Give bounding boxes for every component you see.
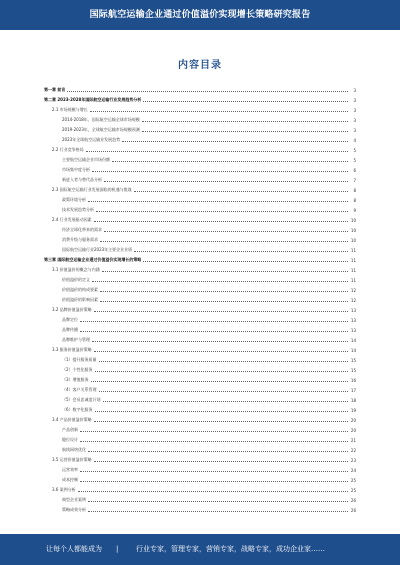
- toc-entry[interactable]: [44, 266, 356, 274]
- toc-leader-dots: [91, 381, 348, 382]
- toc-entry-page: 8: [353, 187, 356, 193]
- toc-entry[interactable]: [44, 326, 356, 334]
- toc-leader-dots: [104, 181, 348, 182]
- toc-entry-page: 8: [353, 197, 356, 203]
- toc-entry[interactable]: [44, 176, 356, 184]
- toc-entry-page: 4: [353, 137, 356, 143]
- toc-leader-dots: [100, 291, 348, 292]
- toc-leader-dots: [90, 111, 348, 112]
- toc-entry-text: 策略成效分析: [62, 507, 86, 512]
- toc-entry[interactable]: [44, 256, 356, 264]
- toc-entry-text: 第二章 2023-2028年国际航空运输行业发展趋势分析: [44, 97, 142, 102]
- toc-leader-dots: [92, 341, 348, 342]
- toc-leader-dots: [86, 151, 348, 152]
- toc-entry-text: 舱位设计: [62, 437, 78, 442]
- toc-leader-dots: [143, 101, 348, 102]
- toc-entry-page: 20: [350, 427, 356, 433]
- toc-leader-dots: [80, 431, 348, 432]
- toc-entry-text: 3.4 产品价值溢价策略: [52, 417, 92, 422]
- toc-leader-dots: [78, 491, 348, 492]
- toc-entry-page: 26: [350, 497, 356, 503]
- toc-entry-page: 22: [350, 447, 356, 453]
- toc-entry[interactable]: [44, 466, 356, 474]
- toc-leader-dots: [122, 141, 348, 142]
- toc-entry[interactable]: [44, 106, 356, 114]
- toc-entry-text: 2.3 国际航空运输行业发展面临的机遇与挑战: [52, 187, 132, 192]
- toc-entry[interactable]: [44, 246, 356, 254]
- toc-entry[interactable]: [44, 296, 356, 304]
- toc-entry[interactable]: [44, 226, 356, 234]
- toc-entry-text: 2019-2023年，全球航空运输市场规模预测: [62, 127, 140, 132]
- toc-entry-text: 技术发展趋势分析: [62, 207, 94, 212]
- toc-leader-dots: [67, 91, 348, 92]
- toc-entry-page: 14: [350, 347, 356, 353]
- toc-leader-dots: [142, 121, 348, 122]
- footer-slogan-left: 让每个人都能成为: [46, 545, 102, 553]
- toc-leader-dots: [94, 461, 348, 462]
- toc-entry-page: 12: [350, 287, 356, 293]
- toc-entry[interactable]: [44, 136, 356, 144]
- toc-leader-dots: [92, 171, 348, 172]
- toc-entry-text: 价值溢价的构成要素: [62, 287, 98, 292]
- toc-entry[interactable]: [44, 426, 356, 434]
- toc-entry-text: 消费升级与服务需求: [62, 237, 98, 242]
- toc-entry-text: 品牌定位: [62, 317, 78, 322]
- toc-leader-dots: [104, 231, 348, 232]
- toc-entry[interactable]: [44, 396, 356, 404]
- toc-leader-dots: [94, 351, 348, 352]
- toc-entry[interactable]: [44, 236, 356, 244]
- toc-entry[interactable]: [44, 316, 356, 324]
- toc-entry-page: 3: [353, 117, 356, 123]
- toc-entry[interactable]: [44, 496, 356, 504]
- toc-entry-text: 第一章 前言: [44, 87, 66, 92]
- toc-entry[interactable]: [44, 156, 356, 164]
- toc-entry-page: 17: [350, 387, 356, 393]
- toc-entry-text: 第三章 国际航空运输企业通过价值溢价实现增长的策略: [44, 257, 142, 262]
- toc-leader-dots: [88, 501, 348, 502]
- toc-leader-dots: [80, 471, 348, 472]
- toc-leader-dots: [96, 211, 348, 212]
- toc-entry[interactable]: [44, 196, 356, 204]
- toc-entry-page: 3: [353, 87, 356, 93]
- toc-leader-dots: [134, 191, 348, 192]
- toc-entry-page: 13: [350, 317, 356, 323]
- toc-entry-text: 运营效率: [62, 467, 78, 472]
- toc-entry[interactable]: [44, 96, 356, 104]
- toc-entry-text: 经济全球化带来的需求: [62, 227, 102, 232]
- toc-entry-text: 3.3 服务价值溢价策略: [52, 347, 92, 352]
- toc-entry[interactable]: [44, 166, 356, 174]
- toc-entry-page: 21: [350, 437, 356, 443]
- toc-entry-text: （5）会员忠诚度计划: [62, 397, 101, 402]
- toc-leader-dots: [88, 451, 348, 452]
- toc-entry-text: 成本控制: [62, 477, 78, 482]
- toc-entry-page: 23: [350, 457, 356, 463]
- toc-entry-text: （4）客户关系管理: [62, 387, 97, 392]
- toc-entry-page: 24: [350, 467, 356, 473]
- toc-entry[interactable]: [44, 216, 356, 224]
- toc-leader-dots: [100, 301, 348, 302]
- toc-entry[interactable]: [44, 206, 356, 214]
- toc-entry-page: 5: [353, 147, 356, 153]
- toc-leader-dots: [94, 421, 348, 422]
- toc-leader-dots: [95, 411, 348, 412]
- toc-entry[interactable]: [44, 276, 356, 284]
- toc-entry-page: 25: [350, 487, 356, 493]
- toc-leader-dots: [80, 481, 348, 482]
- toc-entry-text: （2）个性化服务: [62, 367, 93, 372]
- toc-entry-text: （1）提升服务质量: [62, 357, 97, 362]
- toc-entry-page: 18: [350, 397, 356, 403]
- toc-entry-text: （3）增值服务: [62, 377, 89, 382]
- toc-entry-text: 2.2 行业竞争格局: [52, 147, 84, 152]
- toc-entry-text: 2.4 行业发展驱动因素: [52, 217, 92, 222]
- toc-leader-dots: [80, 321, 348, 322]
- toc-entry-text: 航线网络优化: [62, 447, 86, 452]
- toc-entry-text: 典型企业案例: [62, 497, 86, 502]
- toc-leader-dots: [142, 131, 348, 132]
- toc-entry[interactable]: [44, 406, 356, 414]
- toc-leader-dots: [92, 281, 348, 282]
- toc-entry-text: 产品创新: [62, 427, 78, 432]
- toc-list: [44, 86, 356, 518]
- footer-divider: |: [116, 545, 119, 553]
- toc-entry-page: 19: [350, 407, 356, 413]
- toc-leader-dots: [134, 251, 348, 252]
- toc-entry-page: 11: [350, 267, 356, 273]
- toc-entry[interactable]: [44, 86, 356, 94]
- toc-entry[interactable]: [44, 126, 356, 134]
- toc-entry-page: 20: [350, 417, 356, 423]
- toc-entry[interactable]: [44, 336, 356, 344]
- toc-entry-page: 3: [353, 127, 356, 133]
- toc-entry-page: 10: [350, 227, 356, 233]
- toc-entry-page: 16: [350, 377, 356, 383]
- toc-entry[interactable]: [44, 446, 356, 454]
- toc-leader-dots: [100, 241, 348, 242]
- toc-leader-dots: [88, 201, 348, 202]
- toc-entry-text: 3.5 运营价值溢价策略: [52, 457, 92, 462]
- toc-entry-text: 国际航空运输行业2023年主要企业业绩: [62, 247, 133, 252]
- toc-entry-text: 3.2 品牌价值溢价策略: [52, 307, 92, 312]
- toc-leader-dots: [80, 331, 348, 332]
- toc-entry-page: 11: [350, 247, 356, 253]
- toc-heading: 内容目录: [178, 60, 222, 71]
- toc-entry-page: 6: [353, 167, 356, 173]
- toc-entry-text: 市场集中度分析: [62, 167, 90, 172]
- toc-entry-text: 主要航空运输企业市场份额: [62, 157, 110, 162]
- toc-entry-page: 25: [350, 477, 356, 483]
- toc-leader-dots: [99, 361, 348, 362]
- toc-leader-dots: [94, 311, 348, 312]
- toc-entry-page: 3: [353, 97, 356, 103]
- toc-entry[interactable]: [44, 186, 356, 194]
- toc-entry[interactable]: [44, 356, 356, 364]
- toc-entry-text: 3.6 案例分析: [52, 487, 76, 492]
- toc-entry[interactable]: [44, 346, 356, 354]
- toc-entry-page: 3: [353, 107, 356, 113]
- report-title: 国际航空运输企业通过价值溢价实现增长策略研究报告: [89, 10, 311, 20]
- toc-entry-text: 3.1 价值溢价的概念与内涵: [52, 267, 100, 272]
- footer-slogan-right: 行业专家，管理专家，营销专家，战略专家，成功企业家……: [136, 545, 325, 553]
- toc-entry-page: 26: [350, 507, 356, 513]
- toc-entry-text: 2.1 市场规模与增长: [52, 107, 88, 112]
- toc-entry[interactable]: [44, 416, 356, 424]
- toc-entry-page: 9: [353, 207, 356, 213]
- toc-leader-dots: [103, 401, 348, 402]
- toc-leader-dots: [80, 441, 348, 442]
- toc-entry[interactable]: [44, 436, 356, 444]
- toc-entry-page: 14: [350, 337, 356, 343]
- toc-leader-dots: [112, 161, 348, 162]
- toc-entry-page: 12: [350, 297, 356, 303]
- toc-entry-page: 7: [353, 177, 356, 183]
- toc-entry-page: 11: [350, 277, 356, 283]
- toc-entry[interactable]: [44, 386, 356, 394]
- toc-entry[interactable]: [44, 506, 356, 514]
- toc-entry-text: 品牌维护与管理: [62, 337, 90, 342]
- toc-entry-text: 品牌传播: [62, 327, 78, 332]
- toc-entry[interactable]: [44, 286, 356, 294]
- toc-entry-text: 价值溢价的影响因素: [62, 297, 98, 302]
- toc-entry[interactable]: [44, 306, 356, 314]
- toc-leader-dots: [95, 371, 348, 372]
- toc-entry-text: 2014-2018年，国际航空运输全球市场规模: [62, 117, 140, 122]
- toc-entry[interactable]: [44, 456, 356, 464]
- toc-entry-page: 10: [350, 237, 356, 243]
- toc-leader-dots: [143, 261, 348, 262]
- toc-leader-dots: [94, 221, 348, 222]
- toc-entry-text: 政策环境分析: [62, 197, 86, 202]
- toc-entry[interactable]: [44, 366, 356, 374]
- toc-leader-dots: [102, 271, 348, 272]
- toc-entry-page: 15: [350, 357, 356, 363]
- toc-entry-page: 10: [350, 217, 356, 223]
- toc-entry-text: 2023年全球航空运输业发展趋势: [62, 137, 121, 142]
- toc-entry[interactable]: [44, 146, 356, 154]
- toc-entry-page: 5: [353, 157, 356, 163]
- toc-entry-page: 11: [350, 257, 356, 263]
- toc-entry-text: 价值溢价的定义: [62, 277, 90, 282]
- toc-entry[interactable]: [44, 116, 356, 124]
- toc-entry-text: （6）数字化服务: [62, 407, 93, 412]
- toc-entry-text: 新进入者与替代品分析: [62, 177, 102, 182]
- toc-entry[interactable]: [44, 376, 356, 384]
- toc-entry-page: 13: [350, 307, 356, 313]
- toc-entry-page: 15: [350, 367, 356, 373]
- toc-leader-dots: [99, 391, 348, 392]
- toc-entry[interactable]: [44, 476, 356, 484]
- toc-entry[interactable]: [44, 486, 356, 494]
- toc-leader-dots: [88, 511, 348, 512]
- toc-entry-page: 13: [350, 327, 356, 333]
